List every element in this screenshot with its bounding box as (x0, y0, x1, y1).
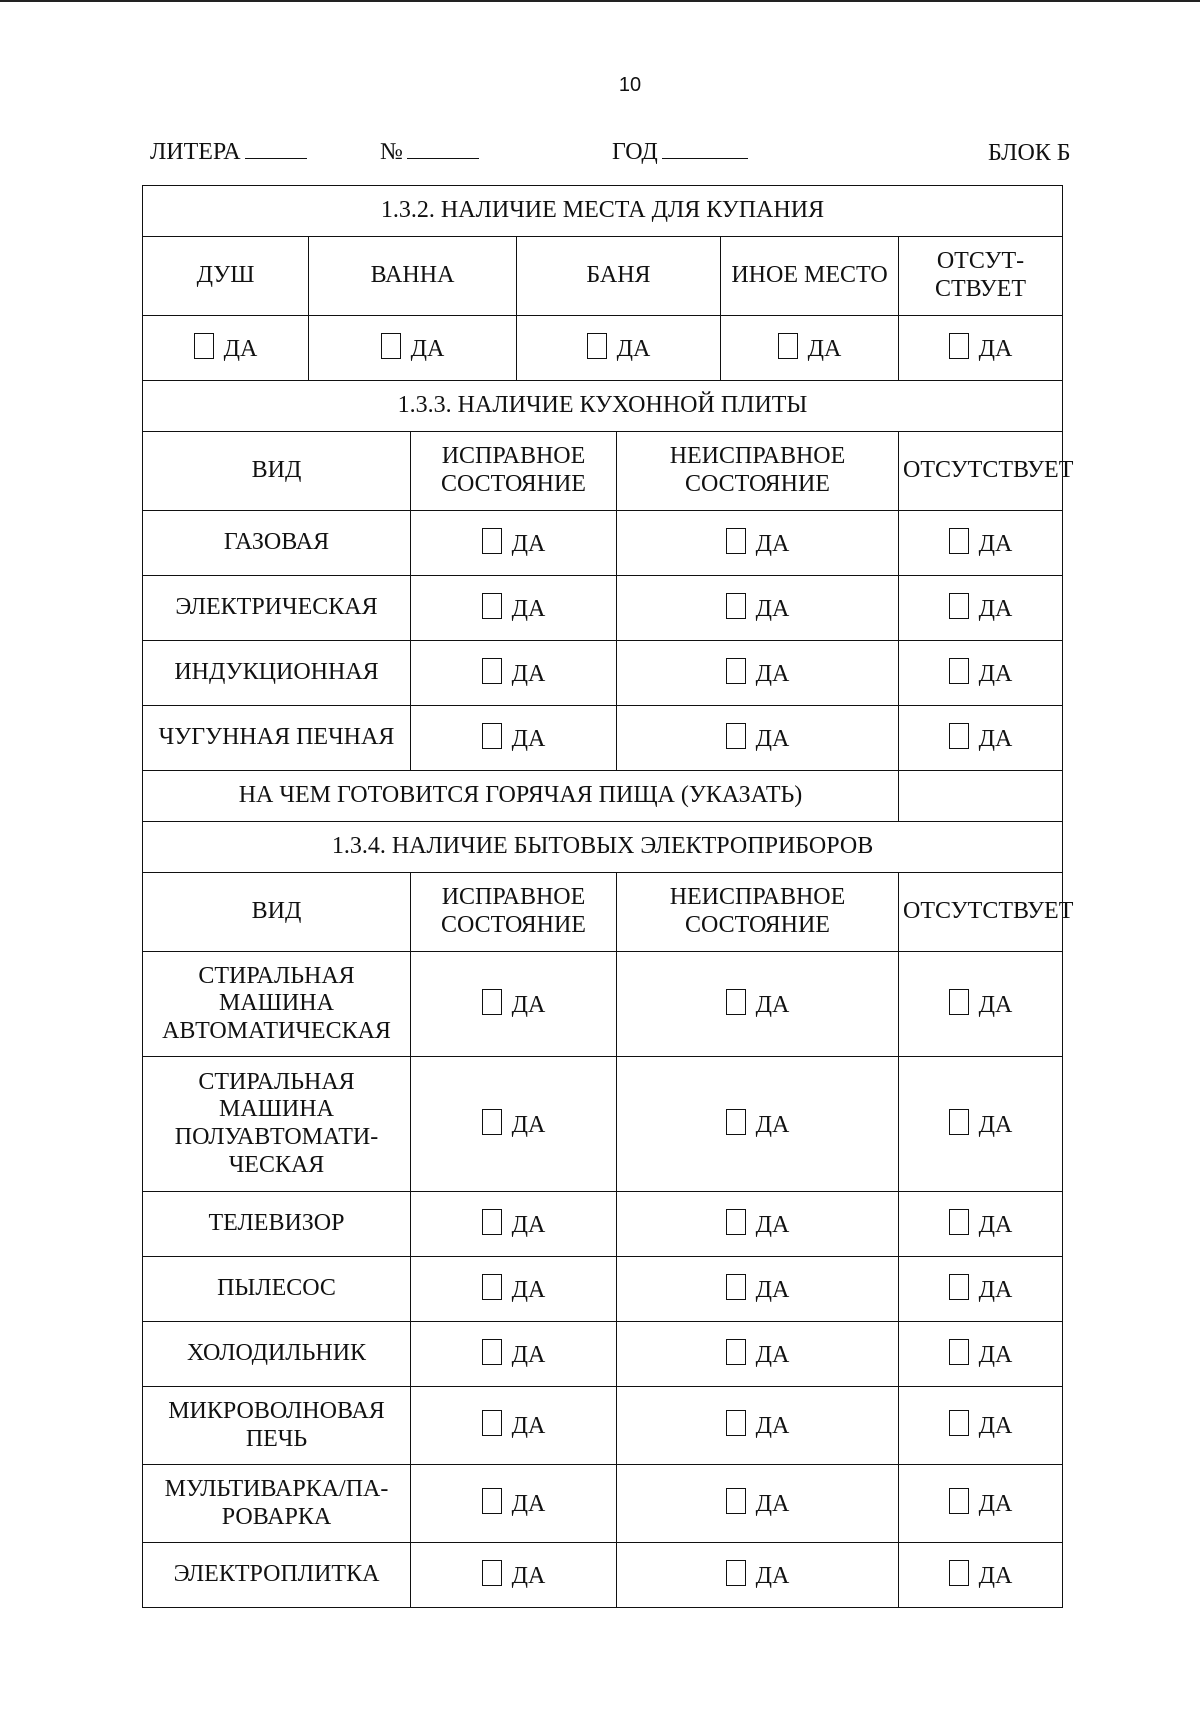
yes-label: ДА (511, 1341, 546, 1368)
yes-label: ДА (511, 595, 546, 622)
litera-label: ЛИТЕРА (150, 139, 241, 165)
table-row (143, 1465, 1063, 1543)
table-row (143, 1543, 1063, 1608)
appliances-section-title: 1.3.4. НАЛИЧИЕ БЫТОВЫХ ЭЛЕКТРОПРИБОРОВ (143, 822, 1063, 873)
bathing-absent-cell (899, 316, 1063, 381)
checkbox[interactable] (726, 1109, 746, 1135)
bathing-other-cell (721, 316, 899, 381)
row-label: ЧУГУННАЯ ПЕЧНАЯ (143, 706, 411, 771)
yes-label: ДА (511, 725, 546, 752)
table-row (143, 1322, 1063, 1387)
block-label: БЛОК Б (988, 140, 1071, 166)
checkbox[interactable] (482, 1209, 502, 1235)
table-row (143, 576, 1063, 641)
litera-field (150, 138, 307, 166)
row-label: СТИРАЛЬНАЯ МАШИНА ПОЛУАВТОМАТИ-ЧЕСКАЯ (143, 1057, 411, 1192)
stove-section-title: 1.3.3. НАЛИЧИЕ КУХОННОЙ ПЛИТЫ (143, 381, 1063, 432)
yes-label: ДА (978, 1413, 1013, 1440)
row-label: МУЛЬТИВАРКА/ПА-РОВАРКА (143, 1465, 411, 1543)
yes-label: ДА (511, 660, 546, 687)
checkbox[interactable] (482, 723, 502, 749)
checkbox[interactable] (949, 333, 969, 359)
yes-label: ДА (755, 1276, 790, 1303)
bathing-bathtub-cell (309, 316, 517, 381)
yes-label: ДА (616, 335, 651, 362)
checkbox[interactable] (482, 1410, 502, 1436)
yes-label: ДА (978, 1211, 1013, 1238)
stove-header-type: ВИД (143, 432, 411, 511)
checkbox[interactable] (726, 989, 746, 1015)
bathing-col-shower: ДУШ (143, 237, 309, 316)
table-row (143, 1057, 1063, 1192)
year-blank[interactable] (662, 138, 748, 159)
checkbox[interactable] (949, 723, 969, 749)
stove-header-faulty: НЕИСПРАВНОЕ СОСТОЯНИЕ (617, 432, 899, 511)
bathing-col-other: ИНОЕ МЕСТО (721, 237, 899, 316)
yes-label: ДА (755, 595, 790, 622)
table-row (143, 511, 1063, 576)
yes-label: ДА (755, 1211, 790, 1238)
yes-label: ДА (410, 335, 445, 362)
yes-label: ДА (978, 1562, 1013, 1589)
row-label: МИКРОВОЛНОВАЯ ПЕЧЬ (143, 1387, 411, 1465)
yes-label: ДА (755, 1111, 790, 1138)
checkbox[interactable] (482, 658, 502, 684)
yes-label: ДА (978, 530, 1013, 557)
yes-label: ДА (511, 1276, 546, 1303)
row-label: ГАЗОВАЯ (143, 511, 411, 576)
checkbox[interactable] (726, 723, 746, 749)
bathing-col-banya: БАНЯ (517, 237, 721, 316)
hot-food-label: НА ЧЕМ ГОТОВИТСЯ ГОРЯЧАЯ ПИЩА (УКАЗАТЬ) (143, 771, 899, 822)
checkbox[interactable] (949, 658, 969, 684)
bathing-shower-cell (143, 316, 309, 381)
checkbox[interactable] (482, 989, 502, 1015)
table-row (143, 706, 1063, 771)
yes-label: ДА (511, 1562, 546, 1589)
yes-label: ДА (223, 335, 258, 362)
year-label: ГОД (612, 139, 658, 165)
yes-label: ДА (755, 530, 790, 557)
yes-label: ДА (978, 991, 1013, 1018)
checkbox[interactable] (482, 1274, 502, 1300)
number-label: № (380, 139, 403, 165)
checkbox[interactable] (482, 528, 502, 554)
appliances-header-faulty: НЕИСПРАВНОЕ СОСТОЯНИЕ (617, 873, 899, 952)
yes-label: ДА (978, 1491, 1013, 1518)
yes-label: ДА (755, 725, 790, 752)
survey-form-table (142, 185, 1074, 1608)
checkbox[interactable] (726, 1410, 746, 1436)
yes-label: ДА (978, 1341, 1013, 1368)
yes-label: ДА (755, 1413, 790, 1440)
row-label: ЭЛЕКТРИЧЕСКАЯ (143, 576, 411, 641)
checkbox[interactable] (726, 593, 746, 619)
yes-label: ДА (978, 595, 1013, 622)
checkbox[interactable] (949, 593, 969, 619)
top-border-line (0, 0, 1200, 2)
checkbox[interactable] (949, 1274, 969, 1300)
bathing-banya-cell (517, 316, 721, 381)
checkbox[interactable] (726, 1209, 746, 1235)
row-label: СТИРАЛЬНАЯ МАШИНА АВТОМАТИЧЕСКАЯ (143, 952, 411, 1057)
yes-label: ДА (511, 1111, 546, 1138)
row-label: ХОЛОДИЛЬНИК (143, 1322, 411, 1387)
yes-label: ДА (511, 991, 546, 1018)
stove-header-absent: ОТСУТСТВУЕТ (899, 432, 1063, 511)
yes-label: ДА (978, 660, 1013, 687)
checkbox[interactable] (482, 593, 502, 619)
number-field (380, 138, 479, 166)
checkbox[interactable] (726, 1560, 746, 1586)
checkbox[interactable] (949, 1488, 969, 1514)
checkbox[interactable] (482, 1339, 502, 1365)
yes-label: ДА (978, 725, 1013, 752)
yes-label: ДА (511, 1491, 546, 1518)
row-label: ТЕЛЕВИЗОР (143, 1192, 411, 1257)
checkbox[interactable] (949, 1109, 969, 1135)
checkbox[interactable] (482, 1109, 502, 1135)
checkbox[interactable] (949, 989, 969, 1015)
table-row (143, 952, 1063, 1057)
yes-label: ДА (511, 1211, 546, 1238)
checkbox[interactable] (949, 528, 969, 554)
stove-header-working: ИСПРАВНОЕ СОСТОЯНИЕ (411, 432, 617, 511)
yes-label: ДА (978, 335, 1013, 362)
checkbox[interactable] (726, 1488, 746, 1514)
yes-label: ДА (807, 335, 842, 362)
yes-label: ДА (755, 1562, 790, 1589)
checkbox[interactable] (949, 1339, 969, 1365)
checkbox[interactable] (726, 1339, 746, 1365)
checkbox[interactable] (949, 1560, 969, 1586)
bathing-col-absent: ОТСУТ-СТВУЕТ (899, 237, 1063, 316)
checkbox[interactable] (587, 333, 607, 359)
checkbox[interactable] (381, 333, 401, 359)
hot-food-answer[interactable] (899, 771, 1063, 822)
table-row (143, 641, 1063, 706)
bathing-section-title: 1.3.2. НАЛИЧИЕ МЕСТА ДЛЯ КУПАНИЯ (143, 186, 1063, 237)
page-number: 10 (618, 74, 642, 96)
checkbox[interactable] (194, 333, 214, 359)
checkbox[interactable] (482, 1560, 502, 1586)
table-row (143, 1387, 1063, 1465)
yes-label: ДА (755, 660, 790, 687)
checkbox[interactable] (726, 528, 746, 554)
yes-label: ДА (755, 1491, 790, 1518)
number-blank[interactable] (407, 138, 479, 159)
appliances-header-absent: ОТСУТСТВУЕТ (899, 873, 1063, 952)
litera-blank[interactable] (245, 138, 307, 159)
yes-label: ДА (755, 991, 790, 1018)
table-row (143, 1257, 1063, 1322)
checkbox[interactable] (726, 658, 746, 684)
table-row (143, 1192, 1063, 1257)
row-label: ПЫЛЕСОС (143, 1257, 411, 1322)
yes-label: ДА (755, 1341, 790, 1368)
checkbox[interactable] (949, 1209, 969, 1235)
yes-label: ДА (978, 1111, 1013, 1138)
yes-label: ДА (511, 530, 546, 557)
checkbox[interactable] (778, 333, 798, 359)
checkbox[interactable] (726, 1274, 746, 1300)
bathing-col-bathtub: ВАННА (309, 237, 517, 316)
appliances-header-type: ВИД (143, 873, 411, 952)
year-field (612, 138, 748, 166)
checkbox[interactable] (949, 1410, 969, 1436)
appliances-header-working: ИСПРАВНОЕ СОСТОЯНИЕ (411, 873, 617, 952)
checkbox[interactable] (482, 1488, 502, 1514)
yes-label: ДА (978, 1276, 1013, 1303)
row-label: ИНДУКЦИОННАЯ (143, 641, 411, 706)
row-label: ЭЛЕКТРОПЛИТКА (143, 1543, 411, 1608)
yes-label: ДА (511, 1413, 546, 1440)
